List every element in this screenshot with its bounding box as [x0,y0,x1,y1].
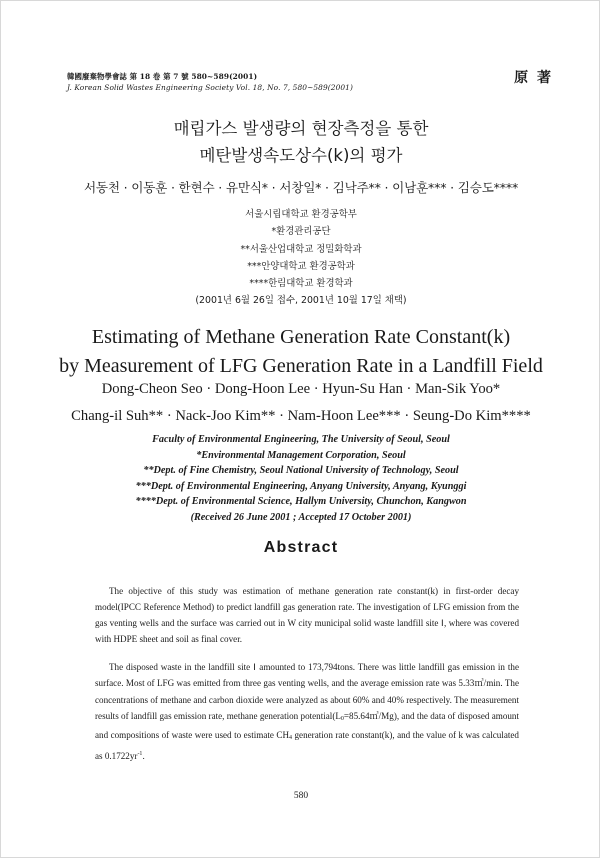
english-title-line-2: by Measurement of LFG Generation Rate in a Landfill Field [59,355,543,377]
english-title-line-1: Estimating of Methane Generation Rate Constant(k) [91,326,511,348]
journal-citation-english: J. Korean Solid Wastes Engineering Society Vol. 18, No. 7, 580~589(2001) [67,83,353,92]
english-affiliation: *Environmental Management Corporation, Seoul [196,449,406,461]
korean-affiliation: ***안양대학교 환경공학과 [247,260,355,272]
english-affiliation: ***Dept. of Environmental Engineering, Anyang University, Anyang, Kyunggi [135,480,467,492]
english-affiliation: Faculty of Environmental Engineering, The University of Seoul, Seoul [152,434,450,445]
english-authors-line-2: Chang-il Suh** · Nack-Joo Kim** · Nam-Hoon Lee*** · Seung-Do Kim**** [71,408,531,424]
abstract-text: generation rate constant(k), and the value of k was calculated as 0.1722yr [95,729,519,761]
english-authors [1,376,600,430]
english-authors-line-1: Dong-Cheon Seo · Dong-Hoon Lee · Hyun-Su Han · Man-Sik Yoo* [101,381,501,397]
abstract-text: The disposed waste in the landfill site Ⅰ amounted to 173,794tons. There was little landfill gas emission in the surface. Most of LFG was emitted from three gas venting wells, and the average emission rate was 5.33㎥/min. The concentrations of methane and carbon dioxide were analyzed as about 60% and 40% respectively. The measurement results of landfill gas emission rate, methane generation potential(L [95,662,519,721]
korean-title [1,115,600,169]
english-affiliation: ****Dept. of Environmental Science, Hallym University, Chunchon, Kangwon [135,496,467,508]
abstract-heading: Abstract [263,539,339,556]
abstract-paragraph-2 [95,659,519,764]
korean-affiliation: **서울산업대학교 정밀화학과 [240,243,362,255]
korean-received-date: (2001년 6월 26일 접수, 2001년 10월 17일 채택) [195,295,407,307]
english-affiliations [1,432,600,526]
english-received-date: (Received 26 June 2001 ; Accepted 17 October 2001) [190,511,412,523]
subscript-four: 4 [289,734,293,741]
abstract-paragraph-1: The objective of this study was estimation of methane generation rate constant(k) in first-order decay model(IPCC Reference Method) to predict landfill gas generation rate. The investigation of LFG emission from the gas venting wells and the surface was carried out in W city municipal solid waste landfill site Ⅰ, where was covered with HDPE sheet and soil as final cover. [95,586,519,645]
abstract-body [95,583,519,776]
superscript-minus-one: -1 [137,750,143,757]
korean-title-line-2: 메탄발생속도상수(k)의 평가 [199,146,403,165]
page-number: 580 [293,791,309,801]
korean-affiliation: *환경관리공단 [271,226,331,238]
abstract-text: . [142,750,145,761]
abstract-text: =85.64㎥/Mg), and the data of disposed amount and compositions of waste were used to estimate CH [95,710,519,740]
article-type-badge: 原 著 [514,70,553,86]
english-affiliation: **Dept. of Fine Chemistry, Seoul National University of Technology, Seoul [143,465,459,477]
subscript-zero: 0 [340,715,344,722]
korean-affiliations [1,206,600,310]
journal-citation-korean: 韓國廢棄物學會誌 第 18 卷 第 7 號 580~589(2001) [67,72,258,81]
korean-title-line-1: 매립가스 발생량의 현장측정을 통한 [173,119,429,138]
journal-header [67,71,353,93]
english-title [1,323,600,381]
korean-affiliation: 서울시립대학교 환경공학부 [245,209,357,220]
korean-affiliation: ****한림대학교 환경학과 [249,278,353,290]
korean-authors: 서동천 · 이동훈 · 한현수 · 유만식* · 서창일* · 김낙주** · 이남훈*** · 김승도**** [83,180,519,195]
